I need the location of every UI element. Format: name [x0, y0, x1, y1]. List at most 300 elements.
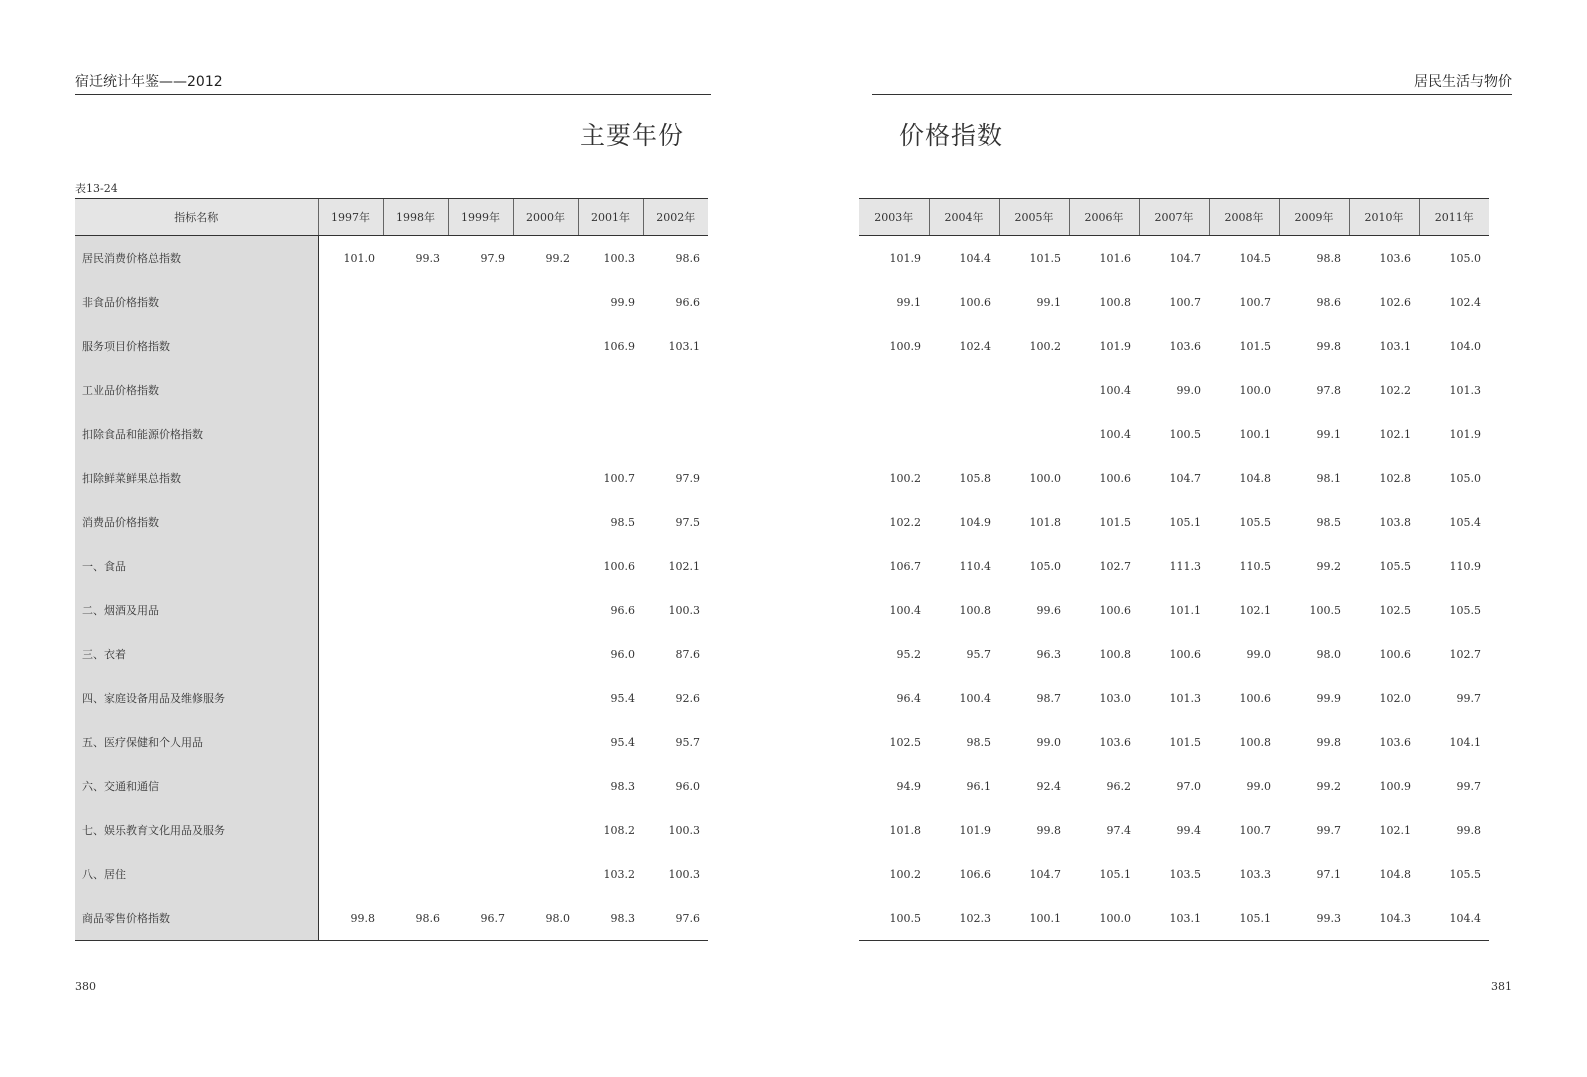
- table-row: [75, 280, 708, 324]
- value-cell: 105.8: [959, 471, 991, 485]
- value-cell: 99.8: [1036, 823, 1061, 837]
- table-row: [859, 236, 1489, 281]
- year-header: 2006年: [1069, 199, 1139, 236]
- value-cell: [999, 412, 1069, 456]
- left-page: [75, 0, 711, 1077]
- table-row: [859, 896, 1489, 941]
- value-cell: 102.2: [1379, 383, 1411, 397]
- value-cell: [383, 852, 448, 896]
- value-cell: 100.8: [1239, 735, 1271, 749]
- value-cell: [318, 324, 383, 368]
- value-cell: 96.6: [675, 295, 700, 309]
- value-cell: 105.0: [1449, 471, 1481, 485]
- value-cell: 102.8: [1379, 471, 1411, 485]
- table-row: [75, 588, 708, 632]
- value-cell: [383, 808, 448, 852]
- value-cell: 94.9: [896, 779, 921, 793]
- value-cell: 96.0: [610, 647, 635, 661]
- value-cell: 101.8: [889, 823, 921, 837]
- value-cell: [859, 412, 929, 456]
- value-cell: 92.4: [1036, 779, 1061, 793]
- row-label: 扣除鲜菜鲜果总指数: [75, 456, 318, 500]
- value-cell: [448, 808, 513, 852]
- value-cell: 106.9: [603, 339, 635, 353]
- value-cell: 100.6: [1099, 603, 1131, 617]
- value-cell: 96.0: [675, 779, 700, 793]
- value-cell: 98.3: [578, 896, 643, 941]
- value-cell: 102.2: [889, 515, 921, 529]
- year-header: 1999年: [448, 199, 513, 236]
- value-cell: 103.1: [668, 339, 700, 353]
- value-cell: [383, 500, 448, 544]
- row-label: 七、娱乐教育文化用品及服务: [75, 808, 318, 852]
- value-cell: [513, 324, 578, 368]
- year-header: 2001年: [578, 199, 643, 236]
- value-cell: [448, 764, 513, 808]
- value-cell: [318, 412, 383, 456]
- table-row: [859, 632, 1489, 676]
- value-cell: 99.0: [1036, 735, 1061, 749]
- value-cell: 95.7: [966, 647, 991, 661]
- value-cell: [929, 368, 999, 412]
- value-cell: [383, 456, 448, 500]
- year-header: 2009年: [1279, 199, 1349, 236]
- value-cell: [318, 588, 383, 632]
- value-cell: [513, 764, 578, 808]
- value-cell: 96.2: [1106, 779, 1131, 793]
- value-cell: 100.1: [1239, 427, 1271, 441]
- value-cell: 87.6: [675, 647, 700, 661]
- value-cell: 101.1: [1169, 603, 1201, 617]
- value-cell: 99.1: [1036, 295, 1061, 309]
- value-cell: 103.6: [1099, 735, 1131, 749]
- value-cell: 97.5: [675, 515, 700, 529]
- year-header: 2008年: [1209, 199, 1279, 236]
- title-part-right: 价格指数: [899, 121, 1004, 150]
- value-cell: 96.4: [896, 691, 921, 705]
- table-row: [75, 456, 708, 500]
- value-cell: 95.4: [610, 735, 635, 749]
- value-cell: [513, 544, 578, 588]
- table-header-row: [75, 199, 708, 236]
- value-cell: 100.9: [889, 339, 921, 353]
- value-cell: 102.1: [668, 559, 700, 573]
- value-cell: 99.7: [1456, 691, 1481, 705]
- table-row: [859, 544, 1489, 588]
- value-cell: 104.4: [959, 251, 991, 265]
- value-cell: [383, 632, 448, 676]
- value-cell: 100.5: [1169, 427, 1201, 441]
- table-row: [75, 896, 708, 941]
- value-cell: 104.7: [1029, 867, 1061, 881]
- value-cell: [318, 368, 383, 412]
- value-cell: 103.3: [1239, 867, 1271, 881]
- value-cell: 95.4: [610, 691, 635, 705]
- value-cell: [513, 676, 578, 720]
- value-cell: 100.6: [1379, 647, 1411, 661]
- value-cell: 99.9: [610, 295, 635, 309]
- value-cell: 101.5: [1029, 251, 1061, 265]
- value-cell: 105.4: [1449, 515, 1481, 529]
- value-cell: 101.8: [1029, 515, 1061, 529]
- table-row: [859, 808, 1489, 852]
- value-cell: [318, 280, 383, 324]
- value-cell: [513, 412, 578, 456]
- row-label: 五、医疗保健和个人用品: [75, 720, 318, 764]
- table-row: [75, 632, 708, 676]
- row-label: 扣除食品和能源价格指数: [75, 412, 318, 456]
- value-cell: 100.6: [603, 559, 635, 573]
- value-cell: 100.4: [1099, 383, 1131, 397]
- table-row: [859, 412, 1489, 456]
- value-cell: 104.0: [1449, 339, 1481, 353]
- value-cell: [383, 764, 448, 808]
- value-cell: 100.0: [1069, 896, 1139, 941]
- value-cell: 96.7: [448, 896, 513, 941]
- value-cell: 98.5: [610, 515, 635, 529]
- row-label: 商品零售价格指数: [75, 896, 318, 941]
- value-cell: 100.6: [1099, 471, 1131, 485]
- year-header: 2010年: [1349, 199, 1419, 236]
- value-cell: 98.0: [513, 896, 578, 941]
- value-cell: [999, 368, 1069, 412]
- table-row: [75, 412, 708, 456]
- value-cell: 99.2: [1316, 779, 1341, 793]
- row-label: 二、烟酒及用品: [75, 588, 318, 632]
- value-cell: 98.3: [610, 779, 635, 793]
- table-row: [75, 368, 708, 412]
- value-cell: 104.5: [1239, 251, 1271, 265]
- table-header-row: [859, 199, 1489, 236]
- table-row: [75, 236, 708, 281]
- value-cell: 100.0: [1029, 471, 1061, 485]
- value-cell: 98.7: [1036, 691, 1061, 705]
- value-cell: 102.4: [1449, 295, 1481, 309]
- value-cell: 99.2: [1316, 559, 1341, 573]
- table-row: [859, 764, 1489, 808]
- title-part-left: 主要年份: [579, 121, 684, 150]
- year-header: 2003年: [859, 199, 929, 236]
- value-cell: 100.6: [1169, 647, 1201, 661]
- value-cell: [513, 456, 578, 500]
- value-cell: 100.8: [959, 603, 991, 617]
- book-title: 宿迁统计年鉴——2012: [75, 74, 223, 90]
- value-cell: 103.5: [1169, 867, 1201, 881]
- value-cell: 99.0: [1246, 779, 1271, 793]
- value-cell: [383, 412, 448, 456]
- value-cell: 101.9: [1099, 339, 1131, 353]
- value-cell: 99.8: [1316, 735, 1341, 749]
- value-cell: 102.4: [959, 339, 991, 353]
- value-cell: 104.1: [1449, 735, 1481, 749]
- running-head-left: [75, 72, 711, 95]
- value-cell: [448, 720, 513, 764]
- value-cell: 105.1: [1099, 867, 1131, 881]
- row-label: 六、交通和通信: [75, 764, 318, 808]
- value-cell: 105.1: [1169, 515, 1201, 529]
- value-cell: 99.7: [1456, 779, 1481, 793]
- table-row: [859, 676, 1489, 720]
- value-cell: 102.7: [1099, 559, 1131, 573]
- value-cell: 98.0: [1316, 647, 1341, 661]
- value-cell: 104.7: [1169, 471, 1201, 485]
- value-cell: 99.0: [1176, 383, 1201, 397]
- year-header: 2005年: [999, 199, 1069, 236]
- value-cell: 111.3: [1169, 559, 1201, 573]
- value-cell: 101.9: [889, 251, 921, 265]
- value-cell: [383, 368, 448, 412]
- table-row: [859, 852, 1489, 896]
- value-cell: 104.4: [1419, 896, 1489, 941]
- value-cell: 101.5: [1169, 735, 1201, 749]
- table-row: [859, 500, 1489, 544]
- value-cell: [318, 720, 383, 764]
- table-row: [859, 456, 1489, 500]
- value-cell: [513, 852, 578, 896]
- value-cell: 95.7: [675, 735, 700, 749]
- value-cell: 101.5: [1239, 339, 1271, 353]
- value-cell: [448, 500, 513, 544]
- chapter-title: 居民生活与物价: [1414, 74, 1512, 90]
- value-cell: 99.8: [318, 896, 383, 941]
- row-label: 居民消费价格总指数: [75, 236, 318, 281]
- value-cell: 99.8: [1456, 823, 1481, 837]
- value-cell: [318, 632, 383, 676]
- running-head-right: [872, 72, 1512, 95]
- value-cell: [448, 456, 513, 500]
- price-index-table-right: [859, 198, 1489, 941]
- value-cell: 105.5: [1239, 515, 1271, 529]
- value-cell: 102.7: [1449, 647, 1481, 661]
- value-cell: [318, 544, 383, 588]
- value-cell: 100.8: [1099, 647, 1131, 661]
- value-cell: [643, 412, 708, 456]
- value-cell: 98.8: [1316, 251, 1341, 265]
- value-cell: 92.6: [675, 691, 700, 705]
- value-cell: 100.0: [1239, 383, 1271, 397]
- table-row: [859, 280, 1489, 324]
- value-cell: [318, 764, 383, 808]
- value-cell: 100.2: [889, 867, 921, 881]
- value-cell: 104.9: [959, 515, 991, 529]
- value-cell: 96.6: [610, 603, 635, 617]
- value-cell: 99.9: [1316, 691, 1341, 705]
- value-cell: 100.7: [603, 471, 635, 485]
- value-cell: 105.0: [1029, 559, 1061, 573]
- page-number-left: 380: [75, 980, 96, 993]
- value-cell: 101.9: [1449, 427, 1481, 441]
- table-row: [75, 808, 708, 852]
- value-cell: 103.0: [1099, 691, 1131, 705]
- value-cell: 100.2: [1029, 339, 1061, 353]
- year-header: 2011年: [1419, 199, 1489, 236]
- value-cell: 99.1: [1316, 427, 1341, 441]
- value-cell: 105.1: [1209, 896, 1279, 941]
- value-cell: 100.9: [1379, 779, 1411, 793]
- value-cell: 98.6: [1316, 295, 1341, 309]
- value-cell: 105.5: [1449, 603, 1481, 617]
- value-cell: [513, 588, 578, 632]
- value-cell: 95.2: [896, 647, 921, 661]
- value-cell: 100.7: [1169, 295, 1201, 309]
- value-cell: 99.1: [896, 295, 921, 309]
- value-cell: 104.7: [1169, 251, 1201, 265]
- value-cell: 99.2: [545, 251, 570, 265]
- value-cell: [448, 588, 513, 632]
- value-cell: 97.6: [643, 896, 708, 941]
- value-cell: [448, 368, 513, 412]
- value-cell: 102.0: [1379, 691, 1411, 705]
- label-header: 指标名称: [75, 199, 318, 236]
- value-cell: 106.6: [959, 867, 991, 881]
- value-cell: 100.5: [859, 896, 929, 941]
- table-number: 表13-24: [75, 182, 118, 195]
- value-cell: [318, 500, 383, 544]
- value-cell: 103.6: [1379, 735, 1411, 749]
- value-cell: 99.7: [1316, 823, 1341, 837]
- table-row: [75, 852, 708, 896]
- value-cell: [643, 368, 708, 412]
- value-cell: [513, 632, 578, 676]
- row-label: 三、衣着: [75, 632, 318, 676]
- value-cell: 102.1: [1379, 823, 1411, 837]
- value-cell: [578, 412, 643, 456]
- value-cell: 100.7: [1239, 823, 1271, 837]
- value-cell: 110.9: [1449, 559, 1481, 573]
- value-cell: [383, 280, 448, 324]
- value-cell: [513, 368, 578, 412]
- value-cell: [318, 676, 383, 720]
- row-label: 非食品价格指数: [75, 280, 318, 324]
- table-row: [859, 588, 1489, 632]
- value-cell: [318, 808, 383, 852]
- table-row: [859, 324, 1489, 368]
- value-cell: 99.4: [1176, 823, 1201, 837]
- value-cell: 106.7: [889, 559, 921, 573]
- table-row: [75, 500, 708, 544]
- row-label: 消费品价格指数: [75, 500, 318, 544]
- value-cell: 97.1: [1316, 867, 1341, 881]
- value-cell: 102.3: [929, 896, 999, 941]
- value-cell: 97.9: [675, 471, 700, 485]
- table-row: [859, 720, 1489, 764]
- year-header: 2002年: [643, 199, 708, 236]
- value-cell: 100.1: [999, 896, 1069, 941]
- value-cell: 98.5: [1316, 515, 1341, 529]
- year-header: 2007年: [1139, 199, 1209, 236]
- table-row: [75, 544, 708, 588]
- value-cell: 100.4: [959, 691, 991, 705]
- value-cell: 103.2: [603, 867, 635, 881]
- value-cell: [513, 280, 578, 324]
- value-cell: [383, 324, 448, 368]
- value-cell: [383, 544, 448, 588]
- value-cell: 101.3: [1169, 691, 1201, 705]
- value-cell: 98.6: [675, 251, 700, 265]
- value-cell: [513, 500, 578, 544]
- row-label: 一、食品: [75, 544, 318, 588]
- value-cell: 101.0: [343, 251, 375, 265]
- right-page: [872, 0, 1512, 1077]
- value-cell: [929, 412, 999, 456]
- value-cell: 103.8: [1379, 515, 1411, 529]
- value-cell: 99.3: [415, 251, 440, 265]
- value-cell: [448, 544, 513, 588]
- year-header: 1998年: [383, 199, 448, 236]
- value-cell: 101.6: [1099, 251, 1131, 265]
- year-header: 2004年: [929, 199, 999, 236]
- value-cell: 99.0: [1246, 647, 1271, 661]
- value-cell: [383, 588, 448, 632]
- value-cell: 97.0: [1176, 779, 1201, 793]
- value-cell: 98.6: [383, 896, 448, 941]
- table-row: [75, 764, 708, 808]
- value-cell: 103.1: [1139, 896, 1209, 941]
- value-cell: 96.3: [1036, 647, 1061, 661]
- value-cell: [448, 676, 513, 720]
- value-cell: 105.5: [1379, 559, 1411, 573]
- value-cell: 100.4: [889, 603, 921, 617]
- value-cell: 100.4: [1099, 427, 1131, 441]
- value-cell: 110.4: [959, 559, 991, 573]
- value-cell: 103.6: [1379, 251, 1411, 265]
- value-cell: [448, 280, 513, 324]
- year-header: 2000年: [513, 199, 578, 236]
- value-cell: [859, 368, 929, 412]
- value-cell: 102.5: [889, 735, 921, 749]
- value-cell: 100.5: [1309, 603, 1341, 617]
- value-cell: 105.5: [1449, 867, 1481, 881]
- value-cell: 97.8: [1316, 383, 1341, 397]
- value-cell: [448, 632, 513, 676]
- table-row: [75, 720, 708, 764]
- value-cell: 103.1: [1379, 339, 1411, 353]
- value-cell: 100.3: [603, 251, 635, 265]
- value-cell: 100.2: [889, 471, 921, 485]
- value-cell: 100.3: [668, 823, 700, 837]
- value-cell: 101.5: [1099, 515, 1131, 529]
- value-cell: 98.1: [1316, 471, 1341, 485]
- value-cell: 104.8: [1239, 471, 1271, 485]
- value-cell: 100.7: [1239, 295, 1271, 309]
- value-cell: 102.6: [1379, 295, 1411, 309]
- value-cell: [513, 720, 578, 764]
- value-cell: 99.8: [1316, 339, 1341, 353]
- value-cell: 101.3: [1449, 383, 1481, 397]
- value-cell: 105.0: [1449, 251, 1481, 265]
- value-cell: [318, 852, 383, 896]
- value-cell: [578, 368, 643, 412]
- price-index-table-left: [75, 198, 708, 941]
- table-row: [75, 324, 708, 368]
- value-cell: [513, 808, 578, 852]
- row-label: 八、居住: [75, 852, 318, 896]
- value-cell: 100.3: [668, 867, 700, 881]
- row-label: 四、家庭设备用品及维修服务: [75, 676, 318, 720]
- value-cell: [448, 324, 513, 368]
- value-cell: 97.4: [1106, 823, 1131, 837]
- value-cell: 99.3: [1279, 896, 1349, 941]
- table-row: [75, 676, 708, 720]
- value-cell: [448, 412, 513, 456]
- value-cell: 104.3: [1349, 896, 1419, 941]
- value-cell: 101.9: [959, 823, 991, 837]
- value-cell: 100.3: [668, 603, 700, 617]
- value-cell: 98.5: [966, 735, 991, 749]
- value-cell: 102.5: [1379, 603, 1411, 617]
- value-cell: 104.8: [1379, 867, 1411, 881]
- value-cell: [448, 852, 513, 896]
